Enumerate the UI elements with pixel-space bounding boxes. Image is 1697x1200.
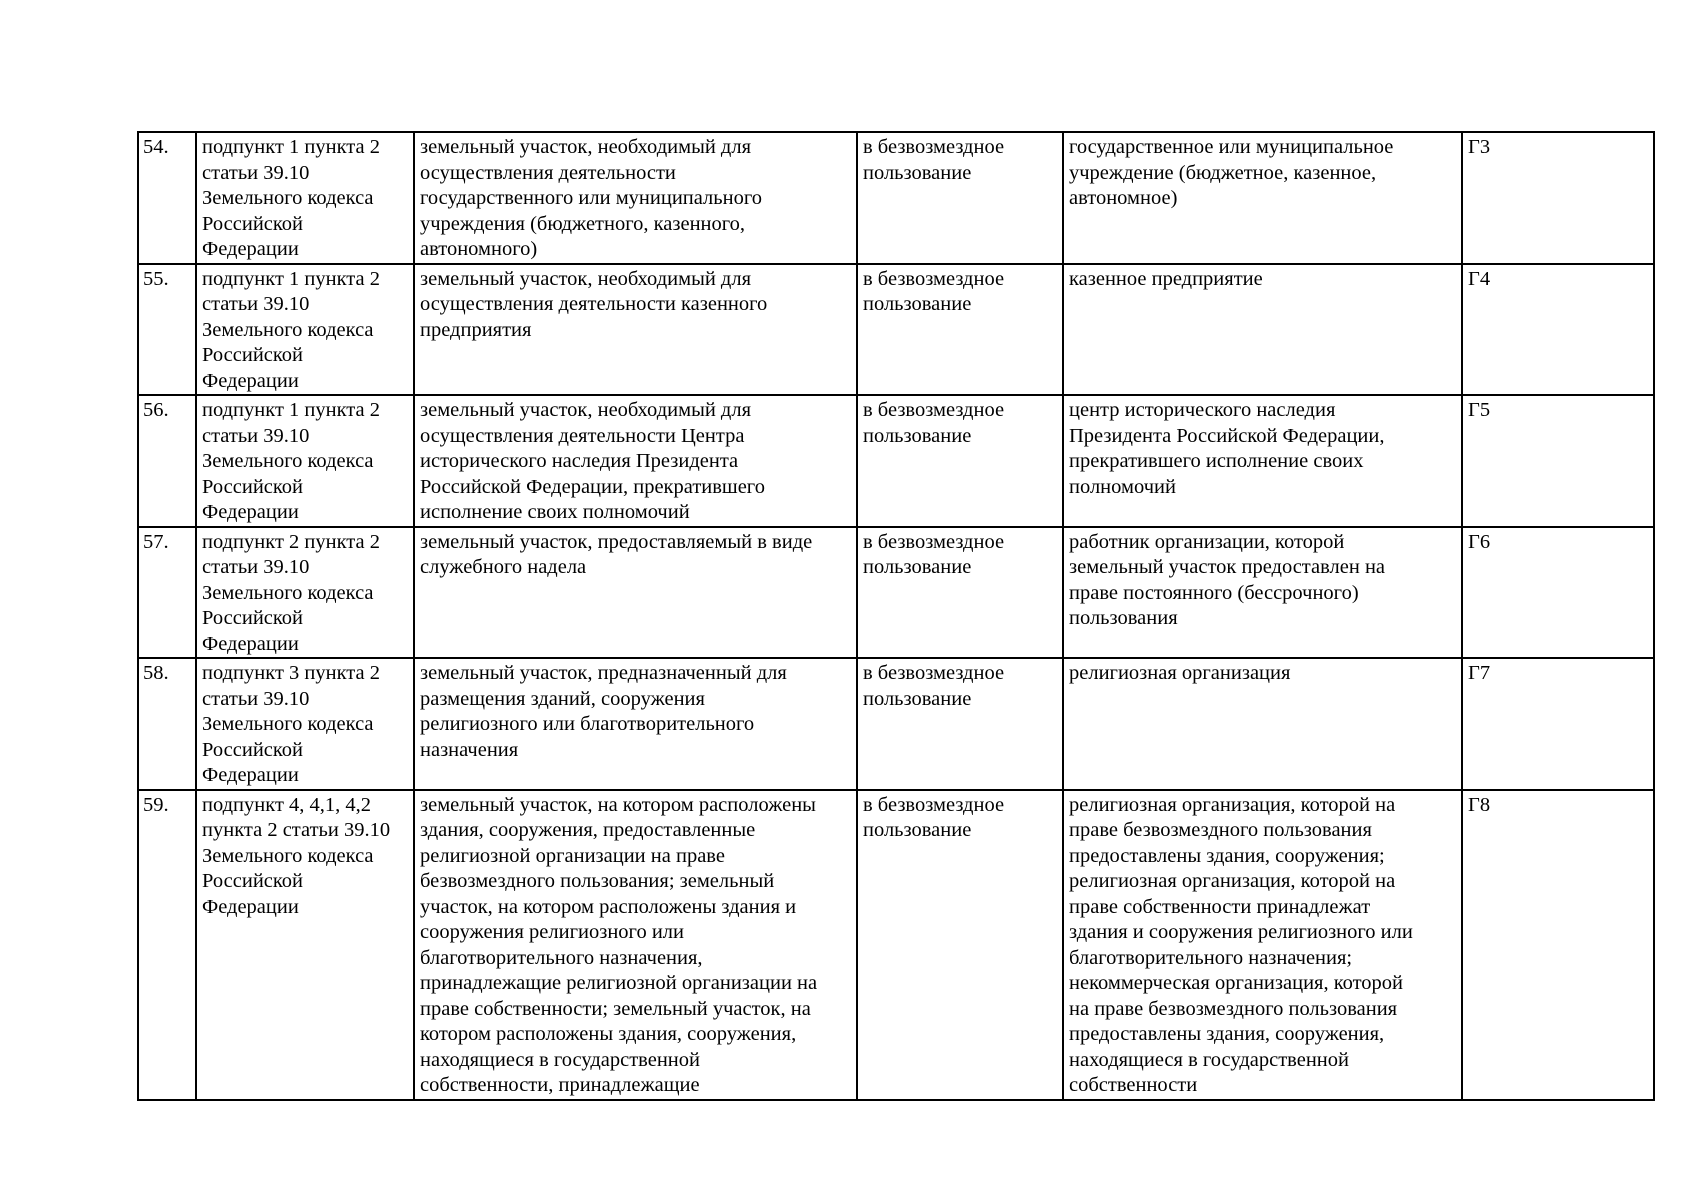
cell-line: Российской <box>202 344 304 366</box>
legal-basis-cell <box>196 790 414 1100</box>
cell-line: подпункт 3 пункта 2 <box>202 662 380 684</box>
cell-line: пользование <box>863 556 972 578</box>
land-plot-description-cell <box>414 132 857 264</box>
cell-line: здания, сооружения, предоставленные <box>420 819 756 841</box>
land-plot-description-cell <box>414 658 857 790</box>
cell-line: пользование <box>863 293 972 315</box>
code-cell: Г7 <box>1462 658 1654 790</box>
table-body <box>138 132 1654 1100</box>
right-type-cell <box>857 790 1063 1100</box>
cell-line: осуществления деятельности Центра <box>420 424 745 447</box>
land-plot-description-cell <box>414 790 857 1100</box>
cell-line: предоставлены здания, сооружения, <box>1069 1023 1385 1045</box>
cell-line: Российской <box>202 475 304 498</box>
right-holder-cell <box>1063 790 1462 1100</box>
cell-line: праве безвозмездного пользования <box>1069 819 1372 841</box>
cell-line: предоставлены здания, сооружения; <box>1069 844 1385 867</box>
cell-line: в безвозмездное <box>863 662 1005 684</box>
cell-line: Федерации <box>202 501 299 523</box>
cell-line: казенное предприятие <box>1069 267 1263 290</box>
cell-line: котором расположены здания, сооружения, <box>420 1023 797 1045</box>
cell-line: Федерации <box>202 764 299 786</box>
cell-line: исторического наследия Президента <box>420 450 739 472</box>
cell-line: религиозная организация, которой на <box>1069 793 1396 816</box>
table-row <box>138 132 1654 264</box>
legal-basis-cell <box>196 395 414 527</box>
cell-line: земельный участок, на котором расположены <box>420 793 816 816</box>
cell-line: Земельного кодекса <box>202 713 374 735</box>
cell-line: земельный участок предоставлен на <box>1069 556 1386 578</box>
table-row <box>138 790 1654 1100</box>
cell-line: осуществления деятельности <box>420 161 676 184</box>
code-cell: Г3 <box>1462 132 1654 264</box>
right-holder-cell <box>1063 395 1462 527</box>
cell-line: автономного) <box>420 238 538 260</box>
cell-line: принадлежащие религиозной организации на <box>420 972 818 994</box>
cell-line: статьи 39.10 <box>202 687 310 710</box>
right-type-cell <box>857 132 1063 264</box>
cell-line: Федерации <box>202 238 299 260</box>
cell-line: пункта 2 статьи 39.10 <box>202 819 391 841</box>
cell-line: статьи 39.10 <box>202 293 310 315</box>
cell-line: пользование <box>863 819 972 841</box>
cell-line: земельный участок, предназначенный для <box>420 662 787 684</box>
cell-line: исполнение своих полномочий <box>420 501 690 523</box>
cell-line: пользование <box>863 424 972 447</box>
cell-line: в безвозмездное <box>863 267 1005 290</box>
cell-line: в безвозмездное <box>863 793 1005 816</box>
table-row <box>138 527 1654 659</box>
cell-line: статьи 39.10 <box>202 161 310 184</box>
right-holder-cell <box>1063 527 1462 659</box>
cell-line: подпункт 4, 4,1, 4,2 <box>202 793 372 816</box>
cell-line: полномочий <box>1069 475 1176 498</box>
cell-line: находящиеся в государственной <box>420 1048 700 1071</box>
cell-line: религиозная организация, которой на <box>1069 870 1396 892</box>
cell-line: Российской <box>202 870 304 892</box>
land-plot-description-cell <box>414 527 857 659</box>
cell-line: статьи 39.10 <box>202 556 310 578</box>
right-holder-cell <box>1063 658 1462 790</box>
cell-line: статьи 39.10 <box>202 424 310 447</box>
code-cell: Г5 <box>1462 395 1654 527</box>
code-cell: Г4 <box>1462 264 1654 396</box>
cell-line: учреждение (бюджетное, казенное, <box>1069 161 1377 184</box>
cell-line: собственности <box>1069 1074 1198 1096</box>
cell-line: праве постоянного (бессрочного) <box>1069 581 1359 604</box>
cell-line: предприятия <box>420 318 532 341</box>
row-number: 59. <box>138 790 196 1100</box>
legal-basis-cell <box>196 527 414 659</box>
cell-line: назначения <box>420 738 519 761</box>
cell-line: религиозного или благотворительного <box>420 713 755 735</box>
table-row <box>138 658 1654 790</box>
row-number: 55. <box>138 264 196 396</box>
cell-line: благотворительного назначения; <box>1069 946 1353 969</box>
right-type-cell <box>857 395 1063 527</box>
cell-line: Земельного кодекса <box>202 187 374 209</box>
cell-line: на праве безвозмездного пользования <box>1069 997 1398 1020</box>
cell-line: Российской <box>202 212 304 235</box>
cell-line: в безвозмездное <box>863 530 1005 553</box>
cell-line: Земельного кодекса <box>202 450 374 472</box>
cell-line: земельный участок, предоставляемый в виде <box>420 530 813 553</box>
table-row <box>138 264 1654 396</box>
cell-line: прекратившего исполнение своих <box>1069 450 1364 472</box>
land-plot-description-cell <box>414 264 857 396</box>
cell-line: в безвозмездное <box>863 399 1005 421</box>
cell-line: пользование <box>863 161 972 184</box>
cell-line: государственное или муниципальное <box>1069 136 1394 158</box>
right-holder-cell <box>1063 264 1462 396</box>
cell-line: земельный участок, необходимый для <box>420 399 752 421</box>
cell-line: учреждения (бюджетного, казенного, <box>420 212 746 235</box>
cell-line: работник организации, которой <box>1069 530 1345 553</box>
cell-line: подпункт 2 пункта 2 <box>202 530 380 553</box>
cell-line: Федерации <box>202 369 299 392</box>
cell-line: религиозная организация <box>1069 662 1291 684</box>
right-holder-cell <box>1063 132 1462 264</box>
right-type-cell <box>857 264 1063 396</box>
cell-line: благотворительного назначения, <box>420 946 703 969</box>
cell-line: собственности, принадлежащие <box>420 1074 700 1096</box>
cell-line: участок, на котором расположены здания и <box>420 895 797 918</box>
cell-line: безвозмездного пользования; земельный <box>420 870 775 892</box>
table-row <box>138 395 1654 527</box>
cell-line: в безвозмездное <box>863 136 1005 158</box>
cell-line: подпункт 1 пункта 2 <box>202 267 380 290</box>
row-number: 57. <box>138 527 196 659</box>
cell-line: размещения зданий, сооружения <box>420 687 705 710</box>
cell-line: подпункт 1 пункта 2 <box>202 399 380 421</box>
cell-line: земельный участок, необходимый для <box>420 136 752 158</box>
cell-line: служебного надела <box>420 556 587 578</box>
row-number: 56. <box>138 395 196 527</box>
right-type-cell <box>857 527 1063 659</box>
cell-line: Федерации <box>202 895 299 918</box>
cell-line: праве собственности принадлежат <box>1069 895 1371 918</box>
cell-line: некоммерческая организация, которой <box>1069 972 1404 994</box>
code-cell: Г8 <box>1462 790 1654 1100</box>
cell-line: Российской <box>202 607 304 629</box>
cell-line: Земельного кодекса <box>202 581 374 604</box>
cell-line: Президента Российской Федерации, <box>1069 424 1385 447</box>
cell-line: земельный участок, необходимый для <box>420 267 752 290</box>
cell-line: автономное) <box>1069 187 1178 209</box>
cell-line: Российской Федерации, прекратившего <box>420 475 765 498</box>
cell-line: подпункт 1 пункта 2 <box>202 136 380 158</box>
cell-line: осуществления деятельности казенного <box>420 293 768 315</box>
cell-line: пользования <box>1069 607 1178 629</box>
cell-line: религиозной организации на праве <box>420 844 725 867</box>
cell-line: находящиеся в государственной <box>1069 1048 1349 1071</box>
legal-basis-cell <box>196 132 414 264</box>
cell-line: сооружения религиозного или <box>420 921 684 943</box>
cell-line: Российской <box>202 738 304 761</box>
cell-line: праве собственности; земельный участок, на <box>420 997 811 1020</box>
cell-line: здания и сооружения религиозного или <box>1069 921 1413 943</box>
cell-line: Земельного кодекса <box>202 318 374 341</box>
cell-line: пользование <box>863 687 972 710</box>
document-table <box>137 131 1655 1101</box>
row-number: 58. <box>138 658 196 790</box>
cell-line: Федерации <box>202 632 299 655</box>
legal-basis-cell <box>196 264 414 396</box>
right-type-cell <box>857 658 1063 790</box>
land-plot-description-cell <box>414 395 857 527</box>
cell-line: центр исторического наследия <box>1069 399 1336 421</box>
cell-line: Земельного кодекса <box>202 844 374 867</box>
legal-basis-cell <box>196 658 414 790</box>
cell-line: государственного или муниципального <box>420 187 763 209</box>
code-cell: Г6 <box>1462 527 1654 659</box>
row-number: 54. <box>138 132 196 264</box>
